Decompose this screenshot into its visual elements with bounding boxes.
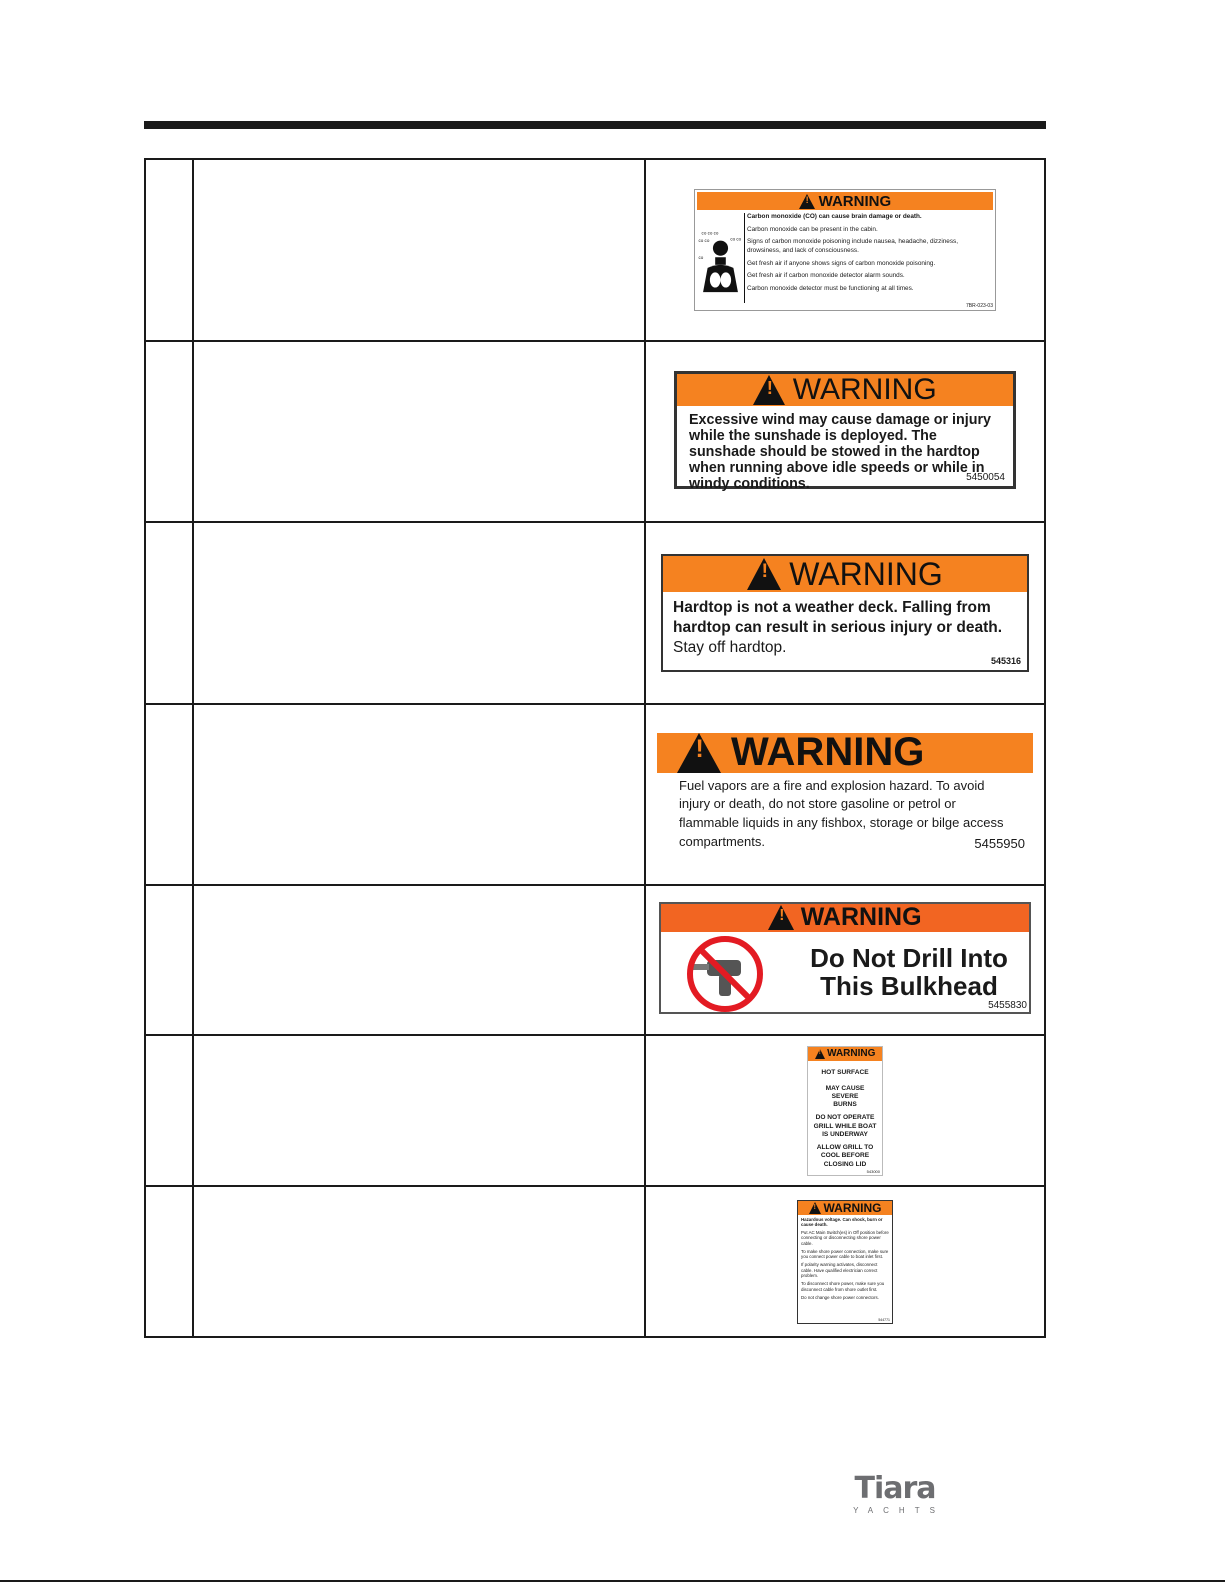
decal-line: DO NOT OPERATE GRILL WHILE BOAT IS UNDERWAY [813,1114,877,1138]
table-row [145,1035,1045,1186]
svg-text:co co: co co [698,238,710,244]
person-breathing-co-icon [697,213,744,303]
warning-triangle-icon [753,375,785,405]
decal-line: Put AC Main Switch(es) in Off position before connecting or disconnecting shore power cable. [801,1230,889,1246]
warning-header-text: WARNING [800,903,922,931]
decal-line: MAY CAUSE SEVERE BURNS [825,1084,865,1109]
decal-text: Excessive wind may cause damage or injury while the sunshade is deployed. The sunshade should be stowed in the hardtop when running above idle speeds or while in windy conditions. [689,411,991,492]
footer-rule [0,1580,1225,1582]
decal-line: Do not change shore power connectors. [801,1294,879,1300]
header-rule [144,121,1046,129]
warning-header [808,1047,882,1061]
warning-labels-table [144,158,1046,1338]
row-number-cell [145,1035,193,1186]
table-row [145,885,1045,1035]
warning-header [657,730,1033,774]
warning-header [677,374,1013,406]
decal-text-line: Do Not Drill Into [810,943,1008,974]
co-warning-decal [694,189,996,311]
description-cell [193,522,645,704]
decal-subtext: Stay off hardtop. [673,639,787,657]
warning-header-text: WARNING [818,192,892,210]
logo-name: Tiara [854,1471,936,1506]
warning-triangle-icon [677,733,721,773]
part-number: 5455950 [974,835,1025,851]
row-number-cell [145,1186,193,1337]
decal-line: Get fresh air if anyone shows signs of carbon monoxide poisoning. [746,259,936,267]
hardtop-warning-decal [661,554,1029,672]
label-image-cell [645,704,1045,885]
decal-line: Carbon monoxide detector must be functioning at all times. [746,284,914,292]
warning-header [798,1201,892,1215]
decal-line: HOT SURFACE [821,1068,869,1076]
part-number: 543000 [866,1168,880,1174]
decal-line: If polarity warning activates, disconnect cable. Have qualified electrician correct problem. [801,1262,878,1279]
warning-header-text: WARNING [827,1048,876,1059]
label-image-cell [645,522,1045,704]
warning-header [663,556,1027,592]
description-cell [193,885,645,1035]
grill-warning-decal [807,1046,883,1176]
part-number: 544771 [878,1317,890,1322]
decal-line: To make shore power connection, make sure you connect power cable to boat inlet first. [801,1248,889,1260]
description-cell [193,704,645,885]
part-number: 7BR-023-03 [966,303,993,309]
no-drill-icon [685,934,769,1014]
table-row [145,159,1045,341]
logo-subtitle: YACHTS [853,1506,945,1515]
decal-line: Carbon monoxide can be present in the cabin. [746,225,878,233]
row-number-cell [145,704,193,885]
warning-triangle-icon [799,194,815,209]
decal-line: To disconnect shore power, make sure you disconnect cable from shore outlet first. [801,1281,885,1292]
svg-text:co co co: co co co [701,230,719,236]
svg-text:co co: co co [730,236,742,242]
decal-line: Carbon monoxide (CO) can cause brain damage or death. [746,213,922,220]
warning-triangle-icon [815,1049,825,1059]
decal-line: Get fresh air if carbon monoxide detector alarm sounds. [746,272,905,280]
label-image-cell [645,341,1045,522]
part-number: 5450054 [966,471,1005,483]
sunshade-warning-decal [674,371,1016,492]
row-number-cell [145,341,193,522]
description-cell [193,341,645,522]
decal-text: Hardtop is not a weather deck. Falling from hardtop can result in serious injury or death. [673,599,1003,637]
row-number-cell [145,159,193,341]
label-image-cell [645,1035,1045,1186]
decal-text: Fuel vapors are a fire and explosion hazard. To avoid injury or death, do not store gasoline or petrol or flammable liquids in any fishbox, storage or bilge access compartments. [679,777,1004,850]
tiara-yachts-logo [840,1471,950,1515]
description-cell [193,1035,645,1186]
warning-header-text: WARNING [731,730,925,774]
row-number-cell [145,522,193,704]
drill-warning-decal [659,902,1031,1014]
label-image-cell [645,885,1045,1035]
label-image-cell [645,159,1045,341]
part-number: 5455830 [988,999,1027,1011]
warning-header-text: WARNING [792,372,937,406]
description-cell [193,1186,645,1337]
warning-header-text: WARNING [823,1200,882,1215]
decal-line: ALLOW GRILL TO COOL BEFORE CLOSING LID [816,1144,874,1168]
warning-header [697,192,993,210]
fuel-vapors-warning-decal [657,730,1033,857]
warning-header-text: WARNING [789,555,943,592]
part-number: 545316 [990,656,1021,666]
table-row [145,341,1045,522]
label-image-cell [645,1186,1045,1337]
warning-triangle-icon [809,1202,821,1214]
warning-triangle-icon [768,905,794,930]
warning-header [661,904,1029,932]
decal-line: Hazardous voltage. Can shock, burn or cause death. [801,1216,883,1227]
table-row [145,704,1045,885]
row-number-cell [145,885,193,1035]
svg-text:co: co [698,254,704,260]
shore-power-warning-decal [797,1200,893,1324]
description-cell [193,159,645,341]
decal-text-line: This Bulkhead [820,970,998,1001]
warning-triangle-icon [747,558,781,590]
decal-line: Signs of carbon monoxide poisoning include nausea, headache, dizziness, drowsiness, and lack of consciousness. [746,238,959,254]
table-row [145,1186,1045,1337]
table-row [145,522,1045,704]
